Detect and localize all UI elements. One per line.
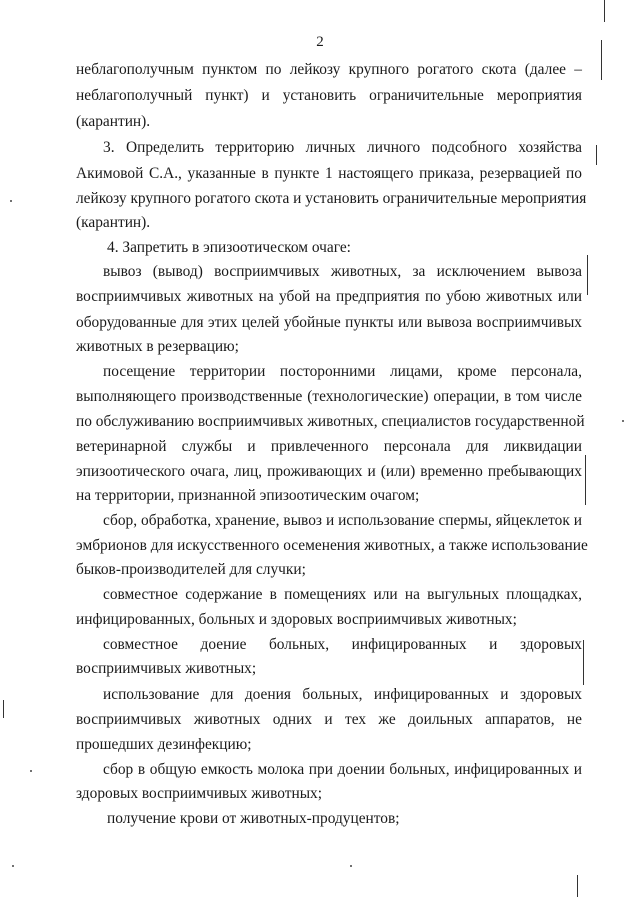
text-line: оборудованные для этих целей убойные пункты или вывоза восприимчивых: [76, 314, 582, 331]
scan-edge-mark: [596, 145, 597, 165]
text-line: вывоз (вывод) восприимчивых животных, за исключением вывоза: [103, 263, 582, 280]
text-line: 4. Запретить в эпизоотическом очаге:: [107, 239, 351, 256]
text-line: выполняющего производственные (технологические) операции, в том числе: [76, 388, 582, 405]
text-line: животных в резервацию;: [76, 338, 239, 355]
page-number: 2: [316, 34, 324, 50]
text-line: использование для доения больных, инфицированных и здоровых: [103, 686, 582, 703]
text-line: неблагополучный пункт) и установить ограничительные мероприятия: [76, 87, 582, 104]
text-line: сбор, обработка, хранение, вывоз и использование спермы, яйцеклеток и: [103, 512, 582, 529]
scan-speck: [350, 865, 352, 867]
text-line: ветеринарной службы и привлеченного персонала для ликвидации: [76, 438, 582, 455]
text-line: получение крови от животных-продуцентов;: [107, 810, 400, 827]
scan-edge-mark: [601, 40, 602, 80]
scan-speck: [10, 200, 12, 202]
text-line: восприимчивых животных на убой на предприятия по убою животных или: [76, 288, 582, 305]
text-line: совместное содержание в помещениях или на выгульных площадках,: [103, 586, 582, 603]
text-line: лейкозу крупного рогатого скота и установить ограничительные мероприятия: [76, 190, 587, 207]
scan-speck: [622, 420, 624, 422]
text-line: (карантин).: [76, 214, 151, 231]
text-line: Акимовой С.А., указанные в пункте 1 настоящего приказа, резервацией по: [76, 165, 582, 182]
text-line: по обслуживанию восприимчивых животных, специалистов государственной: [76, 413, 585, 430]
text-line: быков-производителей для случки;: [76, 561, 306, 578]
scan-edge-mark: [585, 455, 586, 505]
scan-edge-mark: [604, 0, 605, 22]
text-line: здоровых восприимчивых животных;: [76, 785, 323, 802]
scan-edge-mark: [577, 875, 578, 897]
text-line: неблагополучным пунктом по лейкозу крупного рогатого скота (далее –: [76, 61, 582, 78]
scan-edge-mark: [583, 640, 584, 685]
text-line: эмбрионов для искусственного осеменения животных, а также использование: [76, 537, 588, 554]
text-line: восприимчивых животных одних и тех же доильных аппаратов, не: [76, 711, 582, 728]
text-line: восприимчивых животных;: [76, 660, 257, 677]
scan-edge-mark: [587, 255, 588, 295]
scan-speck: [30, 770, 32, 772]
text-line: прошедших дезинфекцию;: [76, 736, 252, 753]
text-line: посещение территории посторонними лицами, кроме персонала,: [103, 363, 582, 380]
text-line: совместное доение больных, инфицированных и здоровых: [103, 636, 582, 653]
scan-speck: [12, 865, 14, 867]
text-line: 3. Определить территорию личных личного подсобного хозяйства: [103, 139, 582, 156]
text-line: инфицированных, больных и здоровых восприимчивых животных;: [76, 611, 517, 628]
text-line: на территории, признанной эпизоотическим очагом;: [76, 487, 420, 504]
text-line: эпизоотического очага, лиц, проживающих и (или) временно пребывающих: [76, 463, 582, 480]
text-line: (карантин).: [76, 113, 151, 130]
scan-edge-mark: [3, 700, 4, 718]
text-line: сбор в общую емкость молока при доении больных, инфицированных и: [103, 761, 582, 778]
